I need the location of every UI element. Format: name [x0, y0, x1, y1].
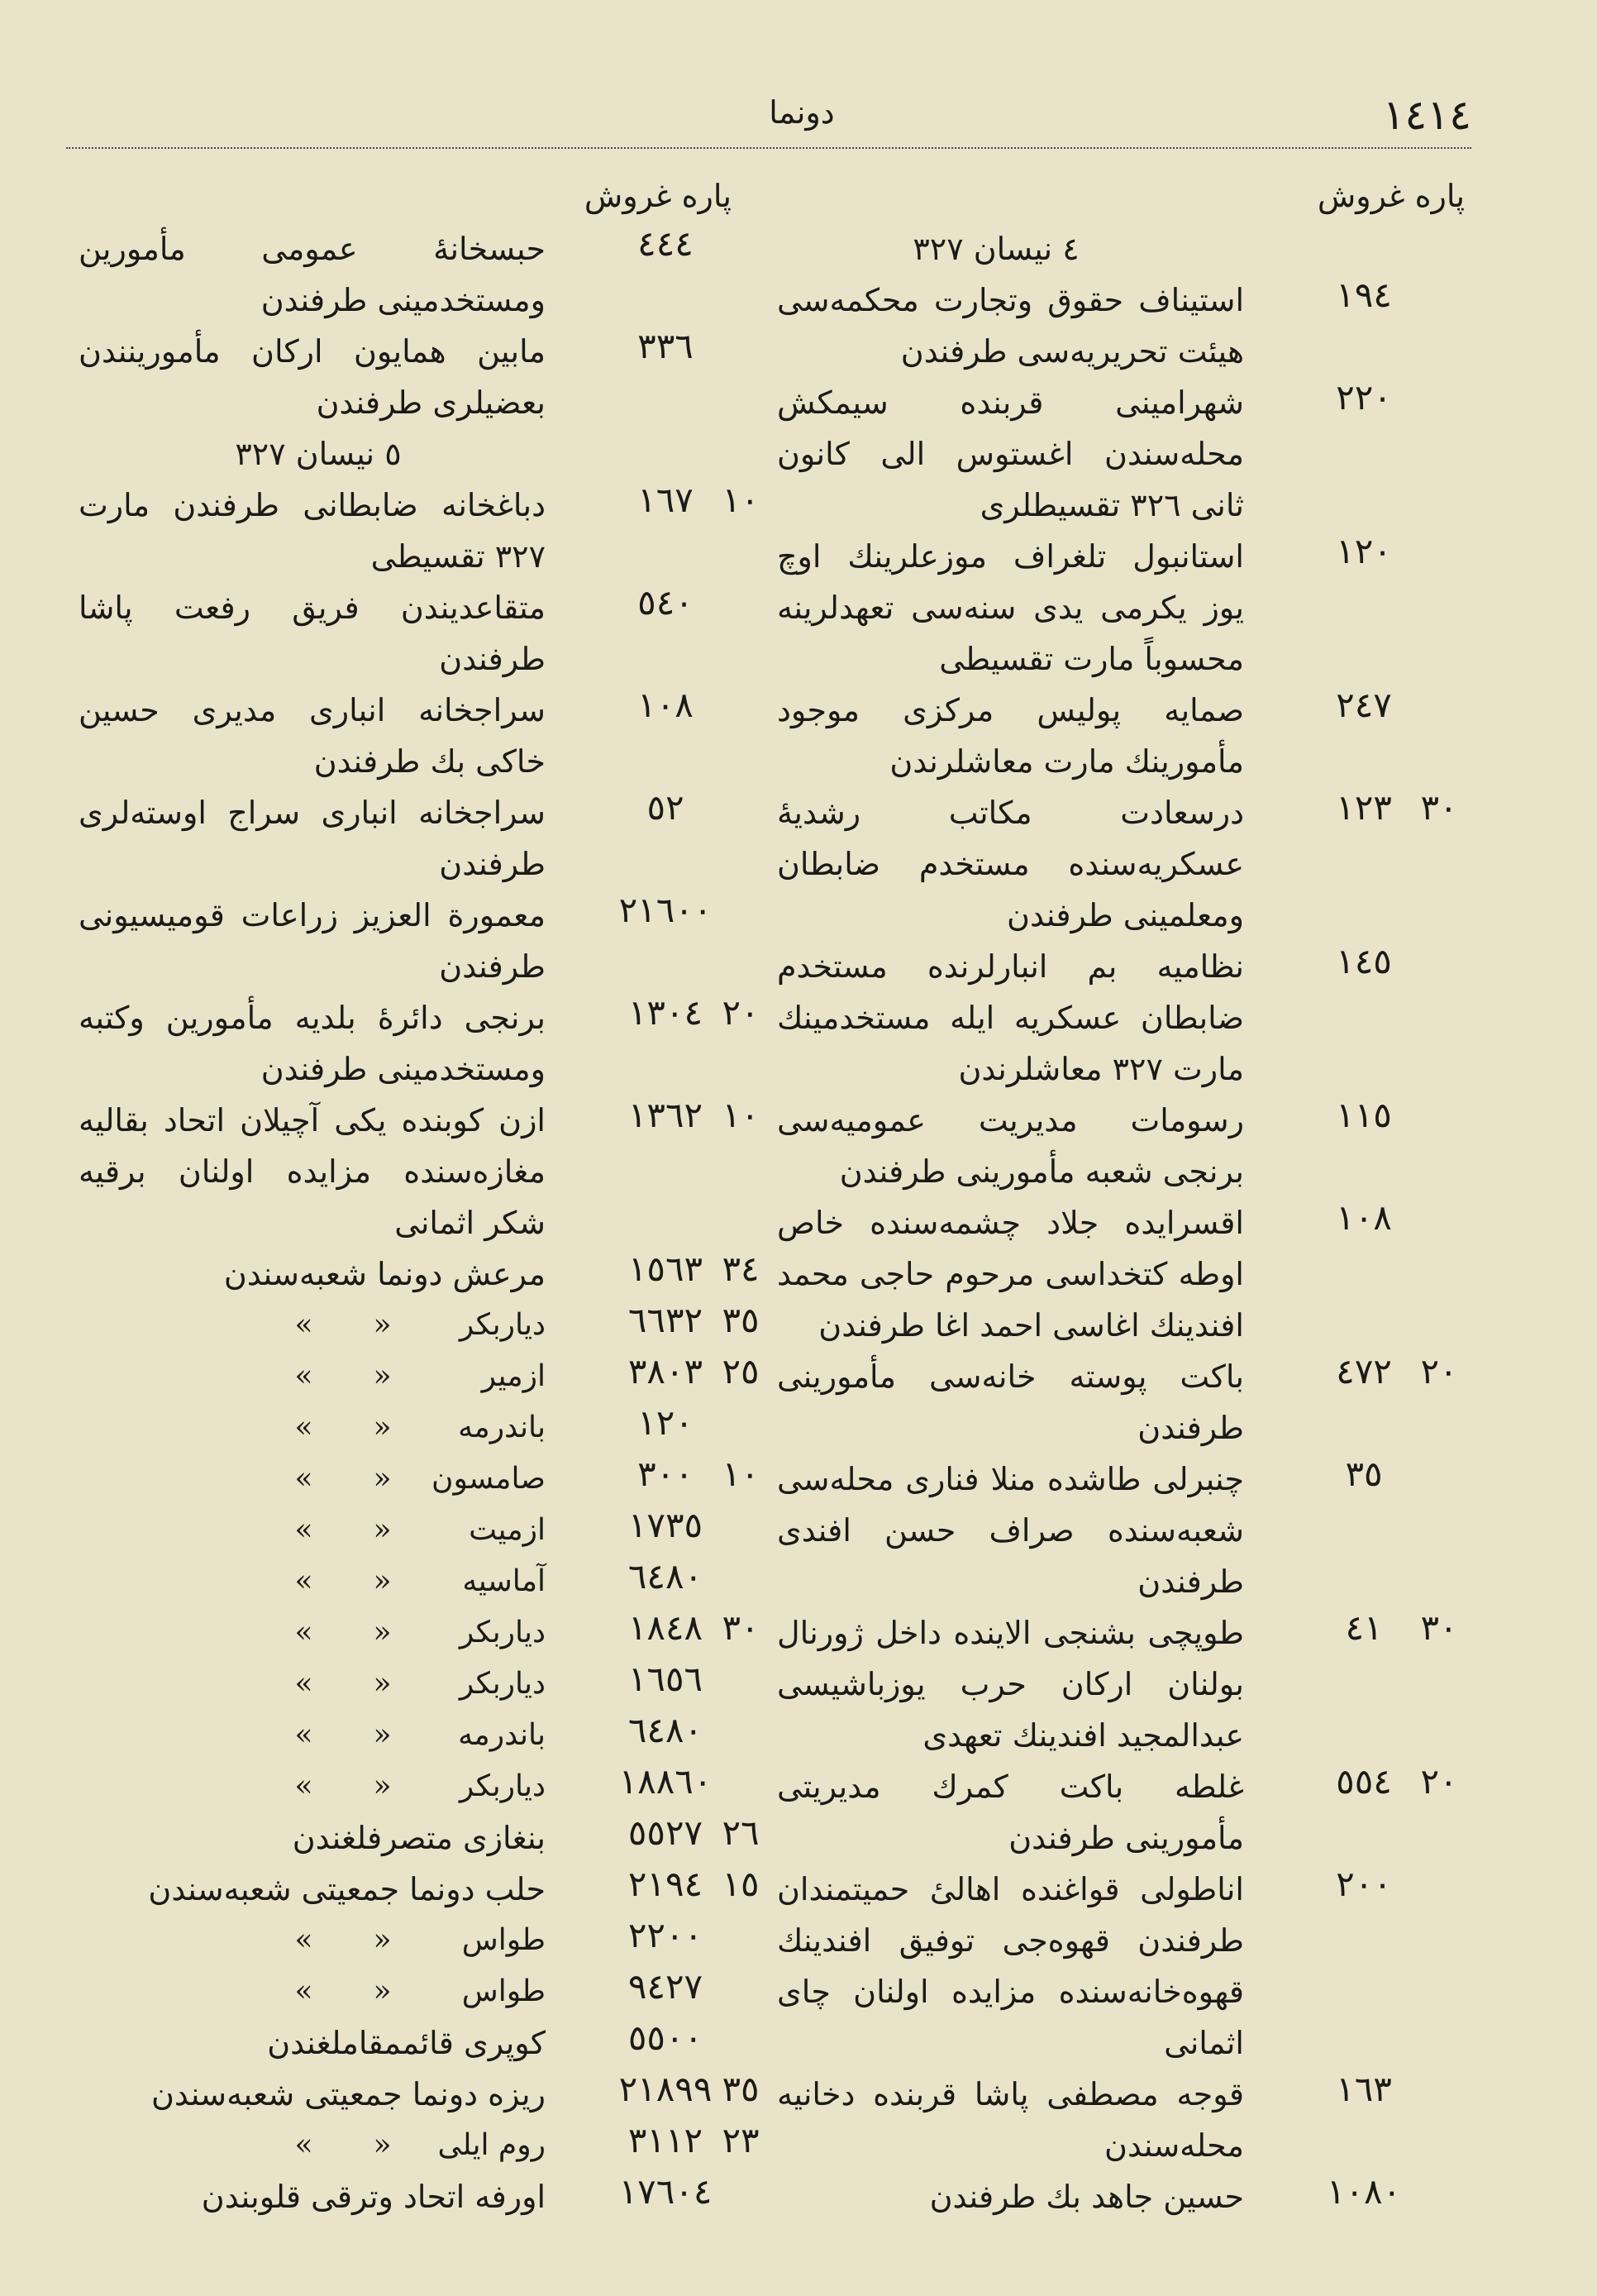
para-amount: ٣٠ — [722, 1607, 760, 1648]
ditto-mark: « — [373, 1564, 392, 1598]
kurus-amount: ٦٤٨٠ — [627, 1556, 703, 1597]
entry-description: حلب دونما جمعیتی شعبه‌سندن — [148, 1871, 546, 1907]
kurus-amount: ١٧٦٠٤ — [618, 2171, 713, 2212]
ditto-description — [79, 1505, 546, 1556]
entry-description: سراجخانه انباری سراج اوسته‌لری طرفندن — [79, 795, 546, 882]
kurus-amount: ١٢٠ — [637, 1402, 694, 1443]
branch-name: دیاربكر — [459, 1616, 546, 1649]
ditto-mark: » — [294, 1411, 313, 1444]
ditto-mark: « — [373, 1513, 392, 1547]
amount — [570, 2171, 765, 2222]
ledger-entry — [79, 787, 765, 890]
ledger-entry — [777, 1351, 1463, 1453]
ditto-mark: » — [294, 1718, 313, 1752]
amount — [1269, 1197, 1463, 1248]
ledger-entry — [777, 274, 1463, 377]
kurus-amount: ١٧٣٥ — [627, 1505, 703, 1545]
kurus-amount: ٢٢٠ — [1336, 377, 1392, 418]
amount — [570, 1351, 765, 1402]
ditto-row — [79, 1453, 765, 1505]
branch-name: باندرمه — [458, 1718, 546, 1752]
ditto-mark: » — [294, 2128, 313, 2162]
page-header — [66, 91, 1471, 149]
ditto-row — [79, 1761, 765, 1812]
ditto-mark: » — [294, 1462, 313, 1496]
kurus-amount: ٤٤٤ — [637, 223, 694, 264]
kurus-amount: ٣٨٠٣ — [627, 1351, 703, 1391]
kurus-amount: ٢١٨٩٩ — [618, 2069, 713, 2109]
ditto-row — [79, 1710, 765, 1761]
entry-description: رسومات مدیریت عمومیه‌سی برنجی شعبه مأمورینی طرفندن — [777, 1102, 1244, 1190]
ditto-mark: » — [294, 1769, 313, 1803]
kurus-amount: ١٩٤ — [1336, 274, 1392, 315]
ledger-entry — [777, 377, 1463, 531]
branch-name: آماسیه — [462, 1564, 546, 1598]
kurus-amount: ١٥٦٣ — [627, 1248, 703, 1289]
ledger-entry — [777, 1761, 1463, 1864]
ledger-entry — [777, 2171, 1463, 2222]
kurus-amount: ٦٤٨٠ — [627, 1710, 703, 1750]
kurus-amount: ٢٠٠ — [1336, 1864, 1392, 1904]
ditto-row — [79, 1556, 765, 1607]
kurus-amount: ١٠٨ — [1336, 1197, 1392, 1238]
ditto-mark: » — [294, 1667, 313, 1701]
ditto-description — [79, 1300, 546, 1351]
branch-name: دیاربكر — [459, 1308, 546, 1342]
ledger-entry — [79, 2171, 765, 2222]
ditto-mark: « — [373, 1769, 392, 1803]
amount — [570, 2120, 765, 2171]
amount — [1269, 274, 1463, 326]
amount — [570, 1607, 765, 1659]
kurus-amount: ٩٤٢٧ — [627, 1966, 703, 2007]
ditto-mark: « — [373, 1718, 392, 1752]
amount — [570, 1300, 765, 1351]
amount — [570, 1864, 765, 1915]
kurus-amount: ١٢٣ — [1336, 787, 1392, 828]
kurus-amount: ١٠٨ — [637, 685, 694, 725]
ledger-entry — [777, 941, 1463, 1095]
amount — [1269, 531, 1463, 582]
ditto-mark: « — [373, 1411, 392, 1444]
ditto-row — [79, 1915, 765, 1966]
amount — [1269, 2171, 1463, 2222]
branch-name: طواس — [461, 1923, 546, 1957]
entry-description: اناطولی قواغنده اهالیٔ حمیتمندان طرفندن قهوه‌جی توفیق افندینك قهوه‌خانه‌سنده مزایده اولنان چای اثمانی — [777, 1871, 1244, 2061]
amount — [570, 890, 765, 941]
ditto-row — [79, 1607, 765, 1659]
ledger-entry — [79, 685, 765, 787]
ledger-entry — [777, 1095, 1463, 1197]
ledger-entry — [777, 1607, 1463, 1761]
para-amount: ٣٥ — [722, 2069, 760, 2109]
kurus-amount: ٥٥٤ — [1336, 1761, 1392, 1802]
amount — [570, 685, 765, 736]
amount — [570, 1556, 765, 1607]
amount — [570, 2069, 765, 2120]
ledger-entry — [777, 2069, 1463, 2171]
amount — [570, 1095, 765, 1146]
amount — [570, 787, 765, 838]
kurus-amount: ١٣٠٤ — [627, 992, 703, 1033]
ditto-description — [79, 1556, 546, 1607]
kurus-amount: ١٢٠ — [1336, 531, 1392, 571]
entry-description: استانبول تلغراف موزعلرینك اوچ یوز یكرمی یدی سنه‌سی تعهدلرینه محسوباً مارت تقسیطی — [777, 538, 1244, 677]
left-column — [79, 223, 765, 2222]
ditto-description — [79, 2120, 546, 2171]
branch-name: صامسون — [431, 1462, 546, 1496]
amount — [570, 1505, 765, 1556]
amount — [570, 1915, 765, 1966]
entry-description: معمورة العزیز زراعات قومیسیونی طرفندن — [79, 897, 546, 985]
entry-description: استیناف حقوق وتجارت محكمه‌سی هیئت تحریریه‌سی طرفندن — [777, 282, 1244, 370]
entry-description: صمایه پولیس مركزی موجود مأمورینك مارت معاشلرندن — [777, 692, 1244, 780]
kurus-amount: ٤١ — [1345, 1607, 1383, 1648]
entry-description: اورفه اتحاد وترقی قلوبندن — [201, 2179, 546, 2215]
ditto-mark: » — [294, 1308, 313, 1342]
ditto-row — [79, 1402, 765, 1453]
amount — [1269, 2069, 1463, 2120]
amount — [1269, 1095, 1463, 1146]
amount — [570, 1710, 765, 1761]
ditto-description — [79, 1761, 546, 1812]
kurus-amount: ١٤٥ — [1336, 941, 1392, 981]
ditto-row — [79, 1659, 765, 1710]
amount — [1269, 1351, 1463, 1402]
kurus-amount: ٣٥ — [1345, 1453, 1383, 1494]
ditto-mark: » — [294, 1359, 313, 1393]
kurus-amount: ٣٠٠ — [637, 1453, 694, 1494]
entry-description: حسین جاهد بك طرفندن — [929, 2179, 1244, 2215]
ditto-mark: » — [294, 1513, 313, 1547]
amount — [570, 223, 765, 274]
para-amount: ٣٥ — [722, 1300, 760, 1340]
amount — [570, 992, 765, 1043]
entry-description: كوپری قائممقاملغندن — [267, 2025, 546, 2061]
kurus-amount: ١١٥ — [1336, 1095, 1392, 1135]
kurus-amount: ٥٤٠ — [637, 582, 694, 623]
amount — [570, 1659, 765, 1710]
date-heading: ٤ نیسان ٣٢٧ — [913, 231, 1080, 267]
ledger-entry — [79, 1864, 765, 1915]
ditto-mark: « — [373, 1462, 392, 1496]
entry-description: ازن كوبنده یكی آچیلان اتحاد بقالیه مغازه‌سنده مزایده اولنان برقیه شكر اثمانی — [79, 1102, 546, 1241]
branch-name: طواس — [461, 1974, 546, 2008]
ledger-entry — [777, 1864, 1463, 2069]
ledger-entry — [79, 2069, 765, 2120]
amount — [570, 1966, 765, 2017]
entry-description: نظامیه بم انبارلرنده مستخدم ضابطان عسكریه ایله مستخدمینك مارت ٣٢٧ معاشلرندن — [777, 948, 1244, 1087]
ditto-mark: » — [294, 1616, 313, 1649]
column-header-left: پاره غروش — [584, 178, 732, 214]
amount — [1269, 1453, 1463, 1505]
para-amount: ٣٠ — [1420, 1607, 1458, 1648]
ditto-description — [79, 1453, 546, 1505]
entry-description: برنجی دائرهٔ بلدیه مأمورین وكتبه ومستخدمینی طرفندن — [79, 1000, 546, 1087]
kurus-amount: ١٠٨٠ — [1326, 2171, 1402, 2212]
amount — [570, 1453, 765, 1505]
kurus-amount: ٥٢ — [646, 787, 684, 828]
amount — [570, 2017, 765, 2069]
kurus-amount: ٢٤٧ — [1336, 685, 1392, 725]
ditto-mark: « — [373, 1923, 392, 1957]
entry-description: شهرامینی قربنده سیمكش محله‌سندن اغستوس الی كانون ثانی ٣٢٦ تقسیطلری — [777, 384, 1244, 523]
branch-name: دیاربكر — [459, 1769, 546, 1803]
para-amount: ٢٠ — [722, 992, 760, 1033]
ditto-mark: « — [373, 1616, 392, 1649]
branch-name: ازمیت — [469, 1513, 546, 1547]
amount — [1269, 1607, 1463, 1659]
para-amount: ١٠ — [722, 1095, 760, 1135]
amount — [1269, 1864, 1463, 1915]
para-amount: ٢٠ — [1420, 1351, 1458, 1391]
ledger-entry — [777, 787, 1463, 941]
ditto-mark: » — [294, 1923, 313, 1957]
branch-name: ازمیر — [481, 1359, 546, 1393]
ditto-description — [79, 1915, 546, 1966]
kurus-amount: ١٣٦٢ — [627, 1095, 703, 1135]
entry-description: قوجه مصطفی پاشا قربنده دخانیه محله‌سندن — [777, 2076, 1244, 2164]
amount — [1269, 941, 1463, 992]
amount — [570, 326, 765, 377]
kurus-amount: ١٦٣ — [1336, 2069, 1392, 2109]
ditto-description — [79, 1351, 546, 1402]
para-amount: ٢٥ — [722, 1351, 760, 1391]
entry-description: چنبرلی طاشده منلا فناری محله‌سی شعبه‌سنده صراف حسن افندی طرفندن — [777, 1461, 1244, 1600]
right-column — [777, 223, 1463, 2222]
ditto-description — [79, 1710, 546, 1761]
para-amount: ١٠ — [722, 480, 760, 520]
kurus-amount: ١٦٥٦ — [627, 1659, 703, 1699]
amount — [1269, 787, 1463, 838]
amount — [570, 1761, 765, 1812]
amount — [570, 1402, 765, 1453]
ditto-row — [79, 1966, 765, 2017]
ditto-description — [79, 1607, 546, 1659]
ditto-row — [79, 1300, 765, 1351]
amount — [570, 1812, 765, 1864]
page-title: دونما — [769, 94, 835, 131]
ditto-mark: « — [373, 1667, 392, 1701]
entry-description: طوپچی بشنجی الاینده داخل ژورنال بولنان اركان حرب یوزباشیسی عبدالمجید افندینك تعهدی — [777, 1615, 1244, 1754]
ditto-mark: « — [373, 1359, 392, 1393]
ditto-mark: » — [294, 1564, 313, 1598]
kurus-amount: ٤٧٢ — [1336, 1351, 1392, 1391]
para-amount: ٣٠ — [1420, 787, 1458, 828]
entry-description: حبسخانهٔ عمومی مأمورین ومستخدمینی طرفندن — [79, 231, 546, 318]
ledger-entry — [79, 992, 765, 1095]
ledger-entry — [79, 1812, 765, 1864]
branch-name: باندرمه — [458, 1411, 546, 1444]
kurus-amount: ٦٦٣٢ — [627, 1300, 703, 1340]
entry-description: اقسرایده جلاد چشمه‌سنده خاص اوطه كتخداسی مرحوم حاجی محمد افندینك اغاسی احمد اغا طرفندن — [777, 1205, 1244, 1344]
ledger-entry — [777, 1197, 1463, 1351]
ditto-row — [79, 2120, 765, 2171]
entry-description: دباغخانه ضابطانی طرفندن مارت ٣٢٧ تقسیطی — [79, 487, 546, 575]
column-header-right: پاره غروش — [1317, 178, 1465, 214]
kurus-amount: ٢١٩٤ — [627, 1864, 703, 1904]
ditto-mark: « — [373, 1308, 392, 1342]
ledger-entry — [79, 2017, 765, 2069]
ledger-entry — [777, 531, 1463, 685]
para-amount: ٣٤ — [722, 1248, 760, 1289]
entry-description: مرعش دونما شعبه‌سندن — [223, 1256, 546, 1292]
entry-description: بنغازی متصرفلغندن — [292, 1820, 546, 1856]
ditto-description — [79, 1402, 546, 1453]
ditto-mark: » — [294, 1974, 313, 2008]
para-amount: ١٥ — [722, 1864, 760, 1904]
date-heading: ٥ نیسان ٣٢٧ — [235, 436, 402, 472]
branch-name: دیاربكر — [459, 1667, 546, 1701]
kurus-amount: ١٦٧ — [637, 480, 694, 520]
entry-description: متقاعدیندن فریق رفعت پاشا طرفندن — [79, 590, 546, 677]
ledger-entry — [79, 1248, 765, 1300]
page-number: ١٤١٤ — [1382, 91, 1471, 139]
ledger-entry — [79, 582, 765, 685]
para-amount: ٢٦ — [722, 1812, 760, 1853]
ditto-description — [79, 1966, 546, 2017]
entry-description: ریزه دونما جمعیتی شعبه‌سندن — [150, 2076, 546, 2112]
kurus-amount: ٥٥٢٧ — [627, 1812, 703, 1853]
kurus-amount: ١٨٨٦٠ — [618, 1761, 713, 1802]
kurus-amount: ١٨٤٨ — [627, 1607, 703, 1648]
ditto-mark: « — [373, 1974, 392, 2008]
ledger-entry — [79, 326, 765, 428]
entry-description: باكت پوسته خانه‌سی مأمورینی طرفندن — [777, 1358, 1244, 1446]
kurus-amount: ٣١١٢ — [627, 2120, 703, 2160]
kurus-amount: ٣٣٦ — [637, 326, 694, 366]
amount — [1269, 1761, 1463, 1812]
ledger-entry — [79, 480, 765, 582]
para-amount: ١٠ — [722, 1453, 760, 1494]
branch-name: روم ایلی — [437, 2128, 546, 2162]
ledger-entry — [79, 223, 765, 326]
ledger-entry — [777, 685, 1463, 787]
kurus-amount: ٢٢٠٠ — [627, 1915, 703, 1955]
entry-description: غلطه باكت كمرك مدیریتی مأمورینی طرفندن — [777, 1769, 1244, 1856]
para-amount: ٢٠ — [1420, 1761, 1458, 1802]
ledger-entry — [79, 890, 765, 992]
ditto-description — [79, 1659, 546, 1710]
entry-description: مابین همایون اركان مأمورینندن بعضیلری طرفندن — [79, 333, 546, 421]
entry-description: سراجخانه انباری مدیری حسین خاكی بك طرفندن — [79, 692, 546, 780]
kurus-amount: ٥٥٠٠ — [627, 2017, 703, 2058]
ledger-entry — [79, 1095, 765, 1248]
amount — [570, 480, 765, 531]
amount — [570, 582, 765, 633]
amount — [570, 1248, 765, 1300]
kurus-amount: ٢١٦٠٠ — [618, 890, 713, 930]
entry-description: درسعادت مكاتب رشدیهٔ عسكریه‌سنده مستخدم ضابطان ومعلمینی طرفندن — [777, 795, 1244, 933]
ledger-entry — [777, 1453, 1463, 1607]
ditto-row — [79, 1351, 765, 1402]
ditto-row — [79, 1505, 765, 1556]
header-rule — [66, 147, 1471, 149]
ditto-mark: « — [373, 2128, 392, 2162]
para-amount: ٢٣ — [722, 2120, 760, 2160]
amount — [1269, 685, 1463, 736]
amount — [1269, 377, 1463, 428]
